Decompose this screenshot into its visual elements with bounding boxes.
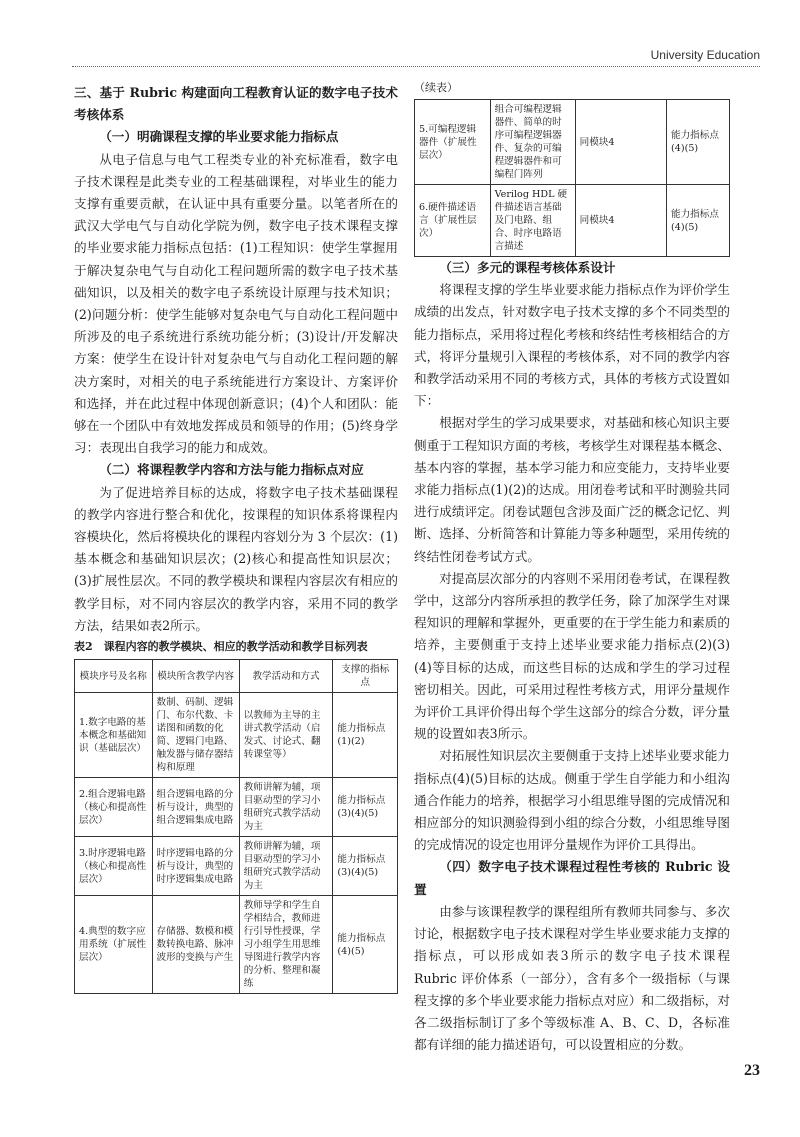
subsection-3-paragraph-3: 对提高层次部分的内容则不采用闭卷考试，在课程教学中，这部分内容所承担的教学任务，除了加深学生对课程知识的理解和掌握外，更重要的在于学生能力和素质的培养，主要侧重于支持上述毕业要求能力指标点(2)(3)(4)等目标的达成，而这些目标的达成和学生的学习过程密切相关。因此，可采用过程性考核方式，用评分量规作为评价工具评价得出每个学生这部分的综合分数，评分量规的设置如表3所示。 [414,570,730,742]
table-row [75,837,398,896]
table-header-cell: 支撑的指标点 [333,660,398,693]
activity-cell: 以教师为主导的主讲式教学活动（启发式、讨论式、翻转课堂等） [239,693,333,778]
subsection-2-title: （二）将课程教学内容和方法与能力指标点对应 [99,462,364,478]
right-column [414,80,730,1056]
indicator-cell: 能力指标点(3)(4)(5) [333,837,398,896]
module-cell: 5.可编程逻辑器件（扩展性层次） [415,100,491,185]
content-cell: Verilog HDL 硬件描述语言基础及门电路、组合、时序电路语言描述 [490,185,575,257]
module-cell: 3.时序逻辑电路（核心和提高性层次） [75,837,153,896]
indicator-cell: 能力指标点(1)(2) [333,693,398,778]
page-number: 23 [744,1062,760,1079]
activity-cell: 教师讲解为辅，项目驱动型的学习小组研究式教学活动为主 [239,837,333,896]
indicator-cell: 能力指标点(3)(4)(5) [333,778,398,837]
module-cell: 6.硬件描述语言（扩展性层次） [415,185,491,257]
table-row [415,185,730,257]
subsection-2-paragraph: 为了促进培养目标的达成，将数字电子技术基础课程的教学内容进行整合和优化，按课程的知识体系将课程内容模块化，然后将模块化的课程内容划分为 3 个层次：(1)基本概念和基础知识层次；(2)核心和提高性知识层次；(3)扩展性层次。不同的教学模块和课程内容层次有相应的教学目标，对不同内容层次的教学内容，采用不同的教学方法，结果如表2所示。 [74,484,398,633]
activity-cell: 教师导学和学生自学相结合，教师进行引导性授课，学习小组学生用思维导图进行教学内容的分析、整理和凝练 [239,896,333,994]
subsection-3-paragraph-1: 将课程支撑的学生毕业要求能力指标点作为评价学生成绩的出发点，针对数字电子技术支撑的多个不同类型的能力指标点，采用将过程化考核和终结性考核相结合的方式，将评分量规引入课程的考核体系，对不同的教学内容和教学活动采用不同的考核方式，具体的考核方式设置如下： [414,282,730,409]
subsection-3-paragraph-2: 根据对学生的学习成果要求，对基础和核心知识主要侧重于工程知识方面的考核，考核学生对课程基本概念、基本内容的掌握，基本学习能力和应变能力，支持毕业要求能力指标点(1)(2)的达成。用闭卷考试和平时测验共同进行成绩评定。闭卷试题包含涉及面广泛的概念记忆、判断、选择、分析简答和计算能力等多种题型，采用传统的终结性闭卷考试方式。 [414,415,730,564]
content-cell: 时序逻辑电路的分析与设计，典型的时序逻辑集成电路 [152,837,239,896]
module-cell: 1.数字电路的基本概念和基础知识（基础层次） [75,693,153,778]
indicator-cell: 能力指标点(4)(5) [666,100,729,185]
activity-cell: 同模块4 [575,185,666,257]
table-header-row [75,660,398,693]
table-2 [74,659,398,994]
indicator-cell: 能力指标点(4)(5) [333,896,398,994]
module-cell: 2.组合逻辑电路（核心和提高性层次） [75,778,153,837]
table-2-continued [414,99,730,257]
subsection-3-title: （三）多元的课程考核体系设计 [439,260,616,275]
table-row [75,896,398,994]
table-row [415,100,730,185]
subsection-4-paragraph: 由参与该课程教学的课程组所有教师共同参与、多次讨论，根据数字电子技术课程对学生毕业要求能力支撑的指标点，可以形成如表3所示的数字电子技术课程 Rubric 评价体系（一部分），含有多个一级指标（与课程支撑的多个毕业要求能力指标点对应）和二级指标，对各二级指标制订了多个等级标准 A、B、C、D，各标准都有详细的能力描述语句，可以设置相应的分数。 [414,903,730,1053]
table-header-cell: 教学活动和方式 [239,660,333,693]
journal-header: University Education [650,48,760,62]
subsection-3-paragraph-4: 对拓展性知识层次主要侧重于支持上述毕业要求能力指标点(4)(5)目标的达成。侧重于学生自学能力和小组沟通合作能力的培养，根据学习小组思维导图的完成情况和相应部分的知识测验得到小组的综合分数，小组思维导图的完成情况的设定也用评分量规作为评价工具得出。 [414,748,730,853]
indicator-cell: 能力指标点(4)(5) [666,185,729,257]
content-cell: 组合逻辑电路的分析与设计，典型的组合逻辑集成电路 [152,778,239,837]
content-cell: 数制、码制、逻辑门、布尔代数、卡诺图和函数的化简、逻辑门电路、触发器与储存器结构和原理 [152,693,239,778]
activity-cell: 同模块4 [575,100,666,185]
table-continued-label: （续表） [414,81,458,94]
table-header-cell: 模块所含教学内容 [152,660,239,693]
subsection-1-paragraph: 从电子信息与电气工程类专业的补充标准看，数字电子技术课程是此类专业的工程基础课程，对毕业生的能力支撑有重要贡献，在认证中具有重要分量。以笔者所在的武汉大学电气与自动化学院为例，数字电子技术课程支撑的毕业要求能力指标点包括：(1)工程知识：使学生掌握用于解决复杂电气与自动化工程问题所需的数字电子技术基础知识，以及相关的数字电子系统设计原理与技术知识；(2)问题分析：使学生能够对复杂电气与自动化工程问题中所涉及的电子系统进行系统功能分析；(3)设计/开发解决方案：使学生在设计针对复杂电气与自动化工程问题的解决方案时，对相关的电子系统能进行方案设计、方案评价和选择，并在此过程中体现创新意识；(4)个人和团队：能够在一个团队中有效地发挥成员和领导的作用；(5)终身学习：表现出自我学习的能力和成效。 [74,151,398,456]
table-row [75,778,398,837]
table-header-cell: 模块序号及名称 [75,660,153,693]
module-cell: 4.典型的数字应用系统（扩展性层次） [75,896,153,994]
table-2-caption: 表2 课程内容的教学模块、相应的教学活动和教学目标列表 [74,640,368,654]
content-cell: 组合可编程逻辑器件、简单的时序可编程逻辑器件、复杂的可编程逻辑器件和可编程门阵列 [490,100,575,185]
content-cell: 存储器、数模和模数转换电路、脉冲波形的变换与产生 [152,896,239,994]
activity-cell: 教师讲解为辅，项目驱动型的学习小组研究式教学活动为主 [239,778,333,837]
left-column [74,80,398,994]
table-row [75,693,398,778]
subsection-4-title: （四）数字电子技术课程过程性考核的 Rubric 设置 [414,859,730,897]
header-rule [72,66,760,67]
subsection-1-title: （一）明确课程支撑的毕业要求能力指标点 [99,129,339,145]
section-title: 三、基于 Rubric 构建面向工程教育认证的数字电子技术考核体系 [74,85,398,123]
